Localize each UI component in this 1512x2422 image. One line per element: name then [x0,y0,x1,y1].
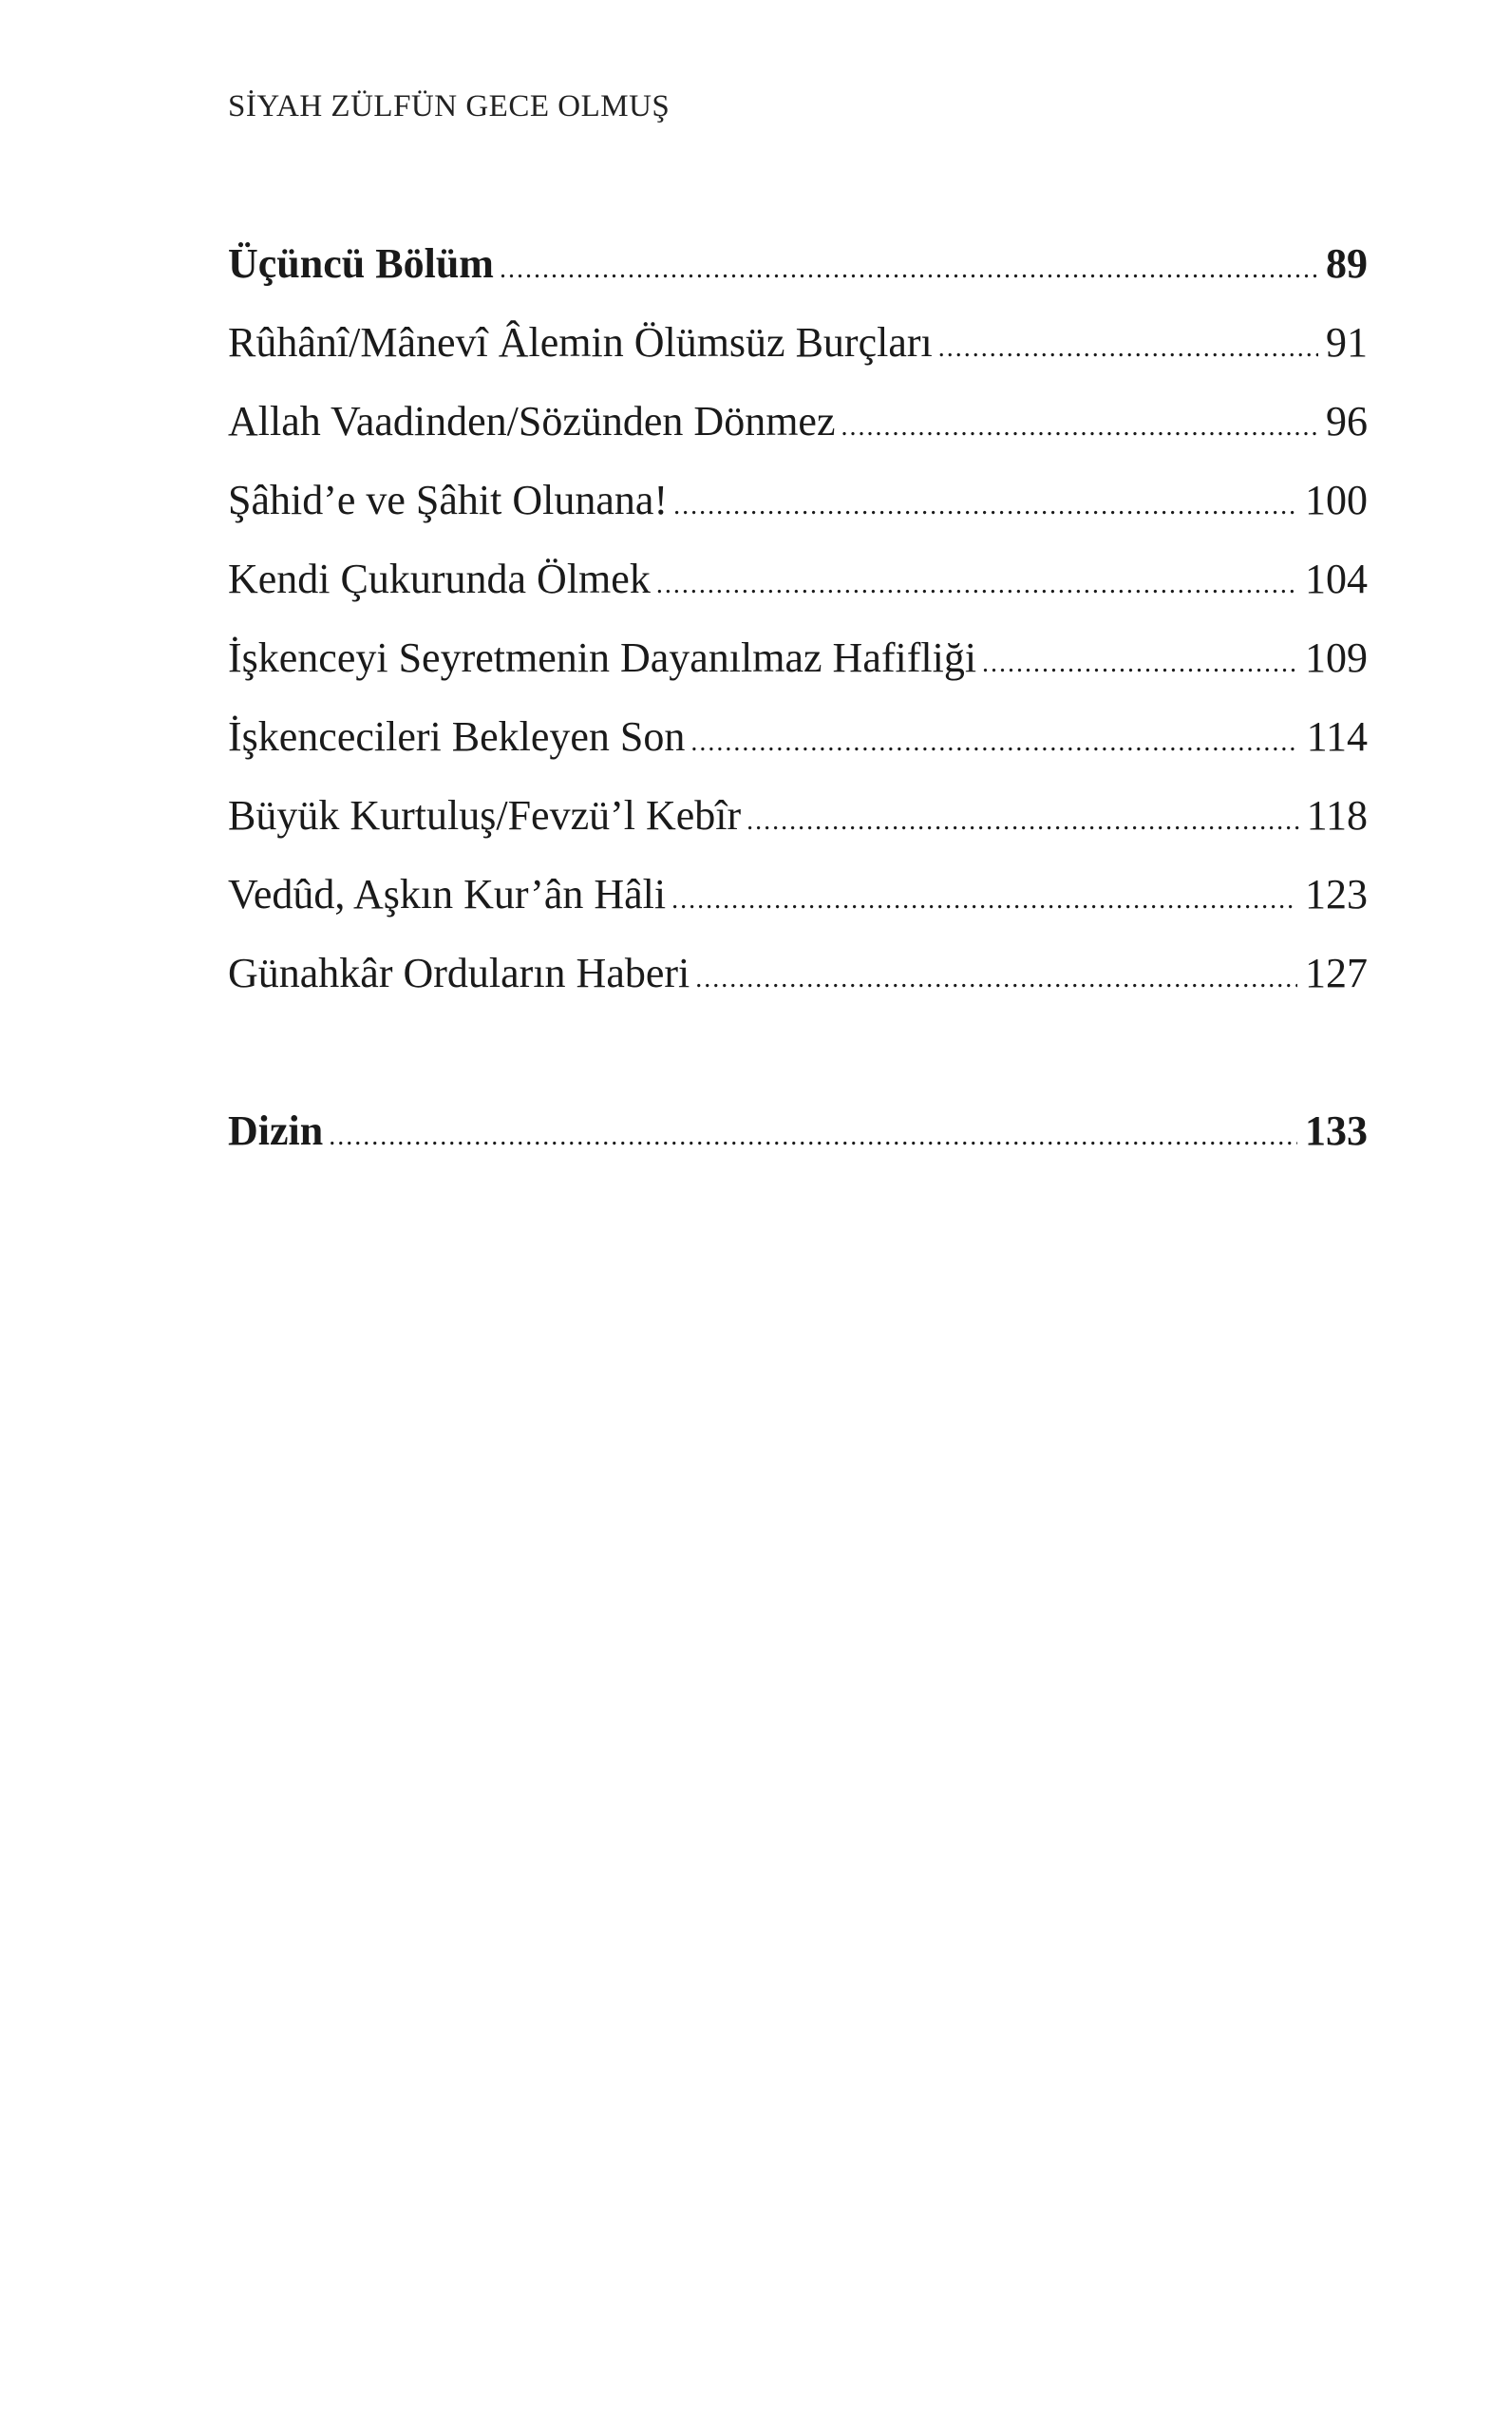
toc-entry-title: İşkencecileri Bekleyen Son [228,713,686,760]
dot-leader [695,939,1297,1012]
toc-entry [228,697,1368,776]
toc-entry-title: Büyük Kurtuluş/Fevzü’l Kebîr [228,792,742,839]
toc-entry [228,303,1368,382]
toc-entry-title: Üçüncü Bölüm [228,240,494,287]
toc-entry [228,776,1368,855]
toc-entry-title: Vedûd, Aşkın Kur’ân Hâli [228,871,667,918]
toc-entry [228,539,1368,618]
toc-entry-page: 91 [1326,319,1368,366]
toc-entry-page: 109 [1305,634,1368,681]
dot-leader [671,861,1297,934]
dot-leader [938,309,1318,382]
dot-leader [690,703,1298,776]
toc-entry-title: Dizin [228,1107,324,1154]
toc-entry-page: 89 [1326,240,1368,287]
toc-entry-page: 96 [1326,398,1368,445]
toc-entry-page: 114 [1306,713,1368,760]
toc-entry-title: Rûhânî/Mânevî Âlemin Ölümsüz Burçları [228,319,933,366]
toc-entry [228,934,1368,1012]
dot-leader [982,624,1297,697]
toc-entry-page: 104 [1305,556,1368,602]
toc-entry-title: Günahkâr Orduların Haberi [228,950,690,996]
toc-entry [228,382,1368,461]
toc-entry-title: Allah Vaadinden/Sözünden Dönmez [228,398,836,445]
running-header: SİYAH ZÜLFÜN GECE OLMUŞ [228,89,671,123]
toc-entry-page: 127 [1305,950,1368,996]
dot-leader [673,466,1297,539]
toc-index-heading [228,1091,1368,1170]
toc-entry-title: Şâhid’e ve Şâhit Olunana! [228,477,669,523]
dot-leader [747,782,1298,855]
toc-entry [228,461,1368,539]
toc-entry [228,618,1368,697]
dot-leader [329,1097,1297,1170]
toc-section-heading [228,224,1368,303]
toc-entry [228,855,1368,934]
toc-entry-page: 118 [1306,792,1368,839]
dot-leader [500,230,1318,303]
toc-entry-title: İşkenceyi Seyretmenin Dayanılmaz Hafifliği [228,634,977,681]
table-of-contents [228,224,1368,1170]
toc-entry-page: 123 [1305,871,1368,918]
dot-leader [841,388,1318,461]
toc-entry-page: 133 [1305,1107,1368,1154]
toc-entry-page: 100 [1305,477,1368,523]
toc-entry-title: Kendi Çukurunda Ölmek [228,556,651,602]
dot-leader [656,545,1297,618]
